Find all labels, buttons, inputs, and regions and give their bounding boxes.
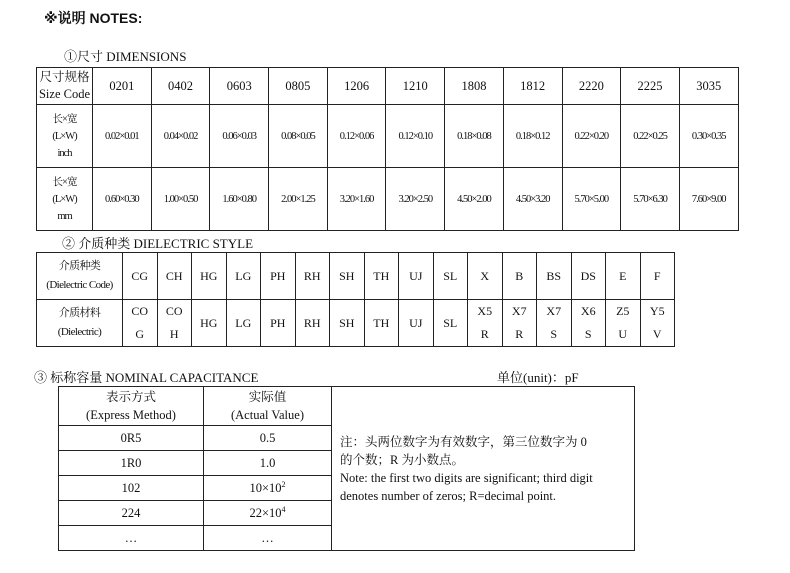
dielectric-code-row: [37, 253, 675, 300]
capacitance-header-row: [59, 387, 635, 426]
size-code-label-en: Size Code: [38, 87, 91, 101]
capacitance-table: [58, 386, 635, 551]
mm-cell: 1.00×0.50: [151, 168, 210, 231]
dimensions-title: ①尺寸 DIMENSIONS: [64, 49, 187, 64]
material-line: G: [135, 327, 145, 341]
dielectric-code-cell: PH: [261, 253, 296, 300]
express-cell: …: [59, 526, 204, 551]
actual-cell: 1.0: [204, 451, 332, 476]
size-cell: 0402: [151, 68, 210, 105]
dielectric-code-cell: HG: [192, 253, 227, 300]
mm-cell: 7.60×9.00: [679, 168, 738, 231]
dielectric-code-cell: X: [468, 253, 503, 300]
dielectric-code-cell: TH: [364, 253, 399, 300]
inch-cell: 0.06×0.03: [210, 105, 269, 168]
dielectric-material-cell: [571, 300, 606, 347]
material-line: X5: [477, 304, 493, 318]
note-line: Note: the first two digits are significant; third digit: [340, 470, 593, 485]
inch-cell: 0.30×0.35: [679, 105, 738, 168]
dielectric-code-cell: CH: [157, 253, 192, 300]
mm-cell: 5.70×6.30: [621, 168, 680, 231]
size-cell: 2225: [621, 68, 680, 105]
notes-heading: ※说明 NOTES:: [44, 10, 143, 26]
express-cell: 102: [59, 476, 204, 501]
actual-header-en: (Actual Value): [230, 408, 304, 422]
dielectric-code-cell: F: [640, 253, 675, 300]
dielectric-material-label-en: (Dielectric): [57, 326, 102, 338]
material-line: S: [550, 327, 558, 341]
actual-exponent: 2: [281, 479, 286, 489]
dielectric-title: ② 介质种类 DIELECTRIC STYLE: [62, 236, 254, 251]
inch-label: [37, 105, 93, 168]
express-header-en: (Express Method): [86, 408, 176, 422]
dielectric-material-cell: [468, 300, 503, 347]
inch-cell: 0.04×0.02: [151, 105, 210, 168]
actual-base: 10×10: [249, 480, 282, 495]
dielectric-material-cell: [537, 300, 572, 347]
dielectric-table: [36, 252, 675, 347]
dielectric-material-cell: LG: [226, 300, 261, 347]
inch-cell: 0.02×0.01: [93, 105, 152, 168]
note-line: denotes number of zeros; R=decimal point.: [340, 488, 557, 503]
inch-cell: 0.12×0.06: [327, 105, 386, 168]
mm-label-line: (L×W): [52, 193, 77, 205]
note-line: 的个数；R 为小数点。: [340, 452, 464, 467]
express-header-cn: 表示方式: [105, 390, 156, 404]
express-cell: 1R0: [59, 451, 204, 476]
inch-cell: 0.22×0.20: [562, 105, 621, 168]
dielectric-code-cell: E: [606, 253, 641, 300]
dielectric-code-cell: UJ: [399, 253, 434, 300]
actual-cell: 0.5: [204, 426, 332, 451]
dielectric-material-label-cn: 介质材料: [58, 307, 101, 319]
dielectric-code-cell: BS: [537, 253, 572, 300]
inch-label-line: (L×W): [52, 130, 77, 142]
note-line: 注：头两位数字为有效数字，第三位数字为 0: [340, 434, 587, 449]
inch-label-line: 长×宽: [52, 113, 77, 125]
dimensions-table: [36, 67, 739, 231]
dielectric-material-cell: RH: [295, 300, 330, 347]
size-cell: 1206: [327, 68, 386, 105]
mm-cell: 3.20×1.60: [327, 168, 386, 231]
size-cell: 0805: [269, 68, 328, 105]
dielectric-code-cell: B: [502, 253, 537, 300]
mm-cell: 4.50×3.20: [503, 168, 562, 231]
size-code-label-cn: 尺寸规格: [39, 70, 90, 84]
mm-cell: 1.60×0.80: [210, 168, 269, 231]
inch-cell: 0.18×0.12: [503, 105, 562, 168]
actual-header-cn: 实际值: [248, 390, 287, 404]
dielectric-code-label: [37, 253, 123, 300]
material-line: R: [515, 327, 524, 341]
dielectric-material-cell: HG: [192, 300, 227, 347]
material-line: Z5: [616, 304, 630, 318]
inch-cell: 0.18×0.08: [445, 105, 504, 168]
express-cell: 224: [59, 501, 204, 526]
size-cell: 3035: [679, 68, 738, 105]
dielectric-material-cell: [123, 300, 158, 347]
dielectric-material-cell: SH: [330, 300, 365, 347]
material-line: X6: [580, 304, 596, 318]
material-line: X7: [546, 304, 562, 318]
dielectric-code-cell: SH: [330, 253, 365, 300]
material-line: H: [169, 327, 179, 341]
dielectric-code-cell: RH: [295, 253, 330, 300]
express-cell: 0R5: [59, 426, 204, 451]
inch-cell: 0.08×0.05: [269, 105, 328, 168]
actual-exponent: 4: [281, 504, 286, 514]
size-cell: 0603: [210, 68, 269, 105]
size-cell: 2220: [562, 68, 621, 105]
mm-cell: 5.70×5.00: [562, 168, 621, 231]
actual-cell: …: [204, 526, 332, 551]
dielectric-material-cell: UJ: [399, 300, 434, 347]
material-line: S: [584, 327, 592, 341]
dielectric-code-cell: SL: [433, 253, 468, 300]
actual-cell: [204, 501, 332, 526]
dielectric-material-cell: PH: [261, 300, 296, 347]
dielectric-code-cell: DS: [571, 253, 606, 300]
dielectric-material-cell: [502, 300, 537, 347]
mm-cell: 2.00×1.25: [269, 168, 328, 231]
dielectric-material-cell: TH: [364, 300, 399, 347]
mm-cell: 4.50×2.00: [445, 168, 504, 231]
mm-label-line: 长×宽: [52, 176, 77, 188]
material-line: CO: [131, 304, 149, 318]
inch-cell: 0.12×0.10: [386, 105, 445, 168]
dielectric-material-row: [37, 300, 675, 347]
material-line: CO: [165, 304, 183, 318]
material-line: X7: [511, 304, 527, 318]
size-cell: 0201: [93, 68, 152, 105]
dielectric-material-cell: SL: [433, 300, 468, 347]
material-line: Y5: [649, 304, 665, 318]
dielectric-material-cell: [606, 300, 641, 347]
size-code-label: [37, 68, 93, 105]
size-cell: 1808: [445, 68, 504, 105]
actual-cell: [204, 476, 332, 501]
inch-cell: 0.22×0.25: [621, 105, 680, 168]
dielectric-code-label-en: (Dielectric Code): [46, 279, 113, 291]
mm-label: [37, 168, 93, 231]
material-line: R: [480, 327, 489, 341]
actual-value-header: [204, 387, 332, 426]
mm-cell: 3.20×2.50: [386, 168, 445, 231]
dielectric-material-label: [37, 300, 123, 347]
mm-cell: 0.60×0.30: [93, 168, 152, 231]
size-cell: 1210: [386, 68, 445, 105]
dielectric-material-cell: [640, 300, 675, 347]
dielectric-material-cell: [157, 300, 192, 347]
dielectric-code-cell: CG: [123, 253, 158, 300]
actual-base: 22×10: [249, 505, 282, 520]
size-code-row: [37, 68, 739, 105]
unit-label: 单位(unit)：pF: [497, 370, 579, 385]
material-line: U: [618, 327, 628, 341]
inch-label-line: inch: [57, 147, 72, 159]
capacitance-note: [332, 387, 635, 551]
capacitance-title: ③ 标称容量 NOMINAL CAPACITANCE: [34, 370, 259, 385]
express-method-header: [59, 387, 204, 426]
material-line: V: [652, 327, 662, 341]
dielectric-code-cell: LG: [226, 253, 261, 300]
mm-row: [37, 168, 739, 231]
dielectric-code-label-cn: 介质种类: [58, 260, 101, 272]
mm-label-line: mm: [57, 210, 72, 222]
size-cell: 1812: [503, 68, 562, 105]
inch-row: [37, 105, 739, 168]
